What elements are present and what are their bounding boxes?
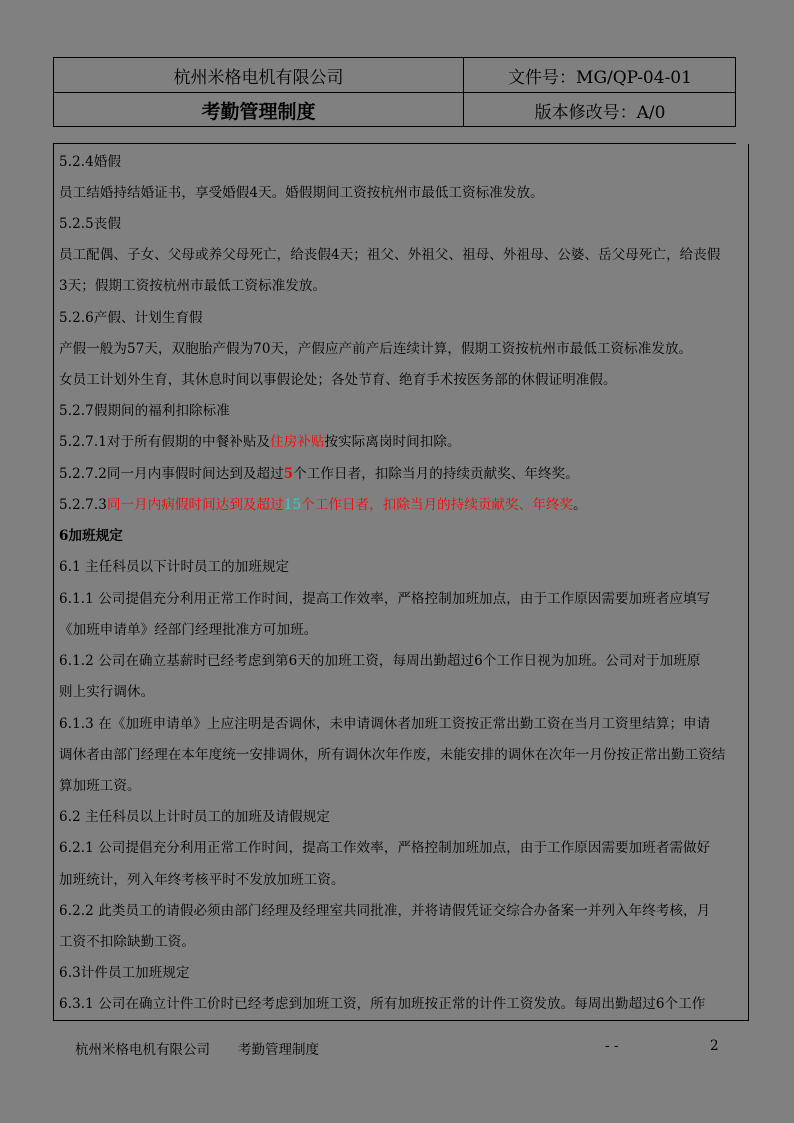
paragraph-line: 算加班工资。 [59, 778, 141, 794]
footer-document-title: 考勤管理制度 [238, 1042, 319, 1058]
section-heading-5-2-4: 5.2.4婚假 [59, 154, 122, 170]
highlighted-text: 个工作日者，扣除当月的持续贡献奖、年终奖 [301, 497, 574, 513]
paragraph-line [59, 464, 743, 484]
paragraph-line: 6.1.3 在《加班申请单》上应注明是否调休，未申请调休者加班工资按正常出勤工资在当月工资里结算；申请 [59, 716, 711, 732]
header-company-name: 杭州米格电机有限公司 [54, 58, 464, 93]
paragraph-line: 6.3.1 公司在确立计件工价时已经考虑到加班工资，所有加班按正常的计件工资发放。每周出勤超过6个工作 [59, 996, 706, 1012]
paragraph-line: 调休者由部门经理在本年度统一安排调休，所有调休次年作废，未能安排的调休在次年一月份按正常出勤工资结 [59, 747, 726, 763]
paragraph-line [59, 495, 743, 515]
paragraph-line: 6.2.2 此类员工的请假必须由部门经理及经理室共同批准，并将请假凭证交综合办备案一并列入年终考核，月 [59, 903, 711, 919]
paragraph-line: 产假一般为57天，双胞胎产假为70天，产假应产前产后连续计算，假期工资按杭州市最低工资标准发放。 [59, 341, 693, 357]
text-span: 5.2.7.1对于所有假期的中餐补贴及 [59, 434, 271, 450]
section-heading-5-2-5: 5.2.5丧假 [59, 216, 122, 232]
header-document-title: 考勤管理制度 [54, 93, 464, 127]
paragraph-line: 6.2.1 公司提倡充分利用正常工作时间，提高工作效率，严格控制加班加点，由于工作原因需要加班者需做好 [59, 840, 711, 856]
section-heading-6-2: 6.2 主任科员以上计时员工的加班及请假规定 [59, 809, 330, 825]
footer-company-name: 杭州米格电机有限公司 [75, 1042, 210, 1058]
text-span: 5.2.7.2同一月内事假时间达到及超过 [59, 466, 284, 482]
section-heading-6-3: 6.3计件员工加班规定 [59, 965, 190, 981]
paragraph-line: 6.1.1 公司提倡充分利用正常工作时间，提高工作效率，严格控制加班加点，由于工作原因需要加班者应填写 [59, 591, 711, 607]
footer-dash: - - [605, 1038, 619, 1054]
text-span: 个工作日者，扣除当月的持续贡献奖、年终奖。 [293, 466, 579, 482]
header-document-number: 文件号：MG/QP-04-01 [464, 58, 736, 93]
paragraph-line: 加班统计，列入年终考核平时不发放加班工资。 [59, 872, 345, 888]
section-heading-6-1: 6.1 主任科员以下计时员工的加班规定 [59, 559, 290, 575]
highlighted-number: 5 [283, 466, 294, 482]
paragraph-line: 6.1.2 公司在确立基薪时已经考虑到第6天的加班工资，每周出勤超过6个工作日视为加班。公司对于加班原 [59, 653, 701, 669]
paragraph-line: 女员工计划外生育，其休息时间以事假论处；各处节育、绝育手术按医务部的休假证明准假。 [59, 372, 617, 388]
paragraph-line: 员工配偶、子女、父母或养父母死亡，给丧假4天；祖父、外祖父、祖母、外祖母、公婆、岳父母死亡，给丧假 [59, 247, 721, 263]
paragraph-line: 3天；假期工资按杭州市最低工资标准发放。 [59, 278, 327, 294]
highlighted-text: 同一月内病假时间达到及超过 [106, 497, 284, 513]
section-heading-6: 6加班规定 [59, 528, 123, 544]
highlighted-number: 15 [283, 497, 302, 513]
document-header-table [53, 57, 736, 127]
paragraph-line [59, 432, 743, 452]
paragraph-line: 工资不扣除缺勤工资。 [59, 934, 195, 950]
text-span: 按实际离岗时间扣除。 [324, 434, 461, 450]
paragraph-line: 《加班申请单》经部门经理批准方可加班。 [59, 622, 318, 638]
header-version: 版本修改号：A/0 [534, 102, 666, 123]
page-number: 2 [710, 1038, 719, 1054]
text-span: 。 [573, 497, 587, 513]
document-body [53, 144, 749, 1021]
paragraph-line: 员工结婚持结婚证书，享受婚假4天。婚假期间工资按杭州市最低工资标准发放。 [59, 185, 544, 201]
section-heading-5-2-7: 5.2.7假期间的福利扣除标准 [59, 403, 230, 419]
highlighted-text: 住房补贴 [270, 434, 325, 450]
paragraph-line: 则上实行调休。 [59, 684, 155, 700]
section-heading-5-2-6: 5.2.6产假、计划生育假 [59, 310, 203, 326]
text-span: 5.2.7.3 [59, 497, 107, 513]
